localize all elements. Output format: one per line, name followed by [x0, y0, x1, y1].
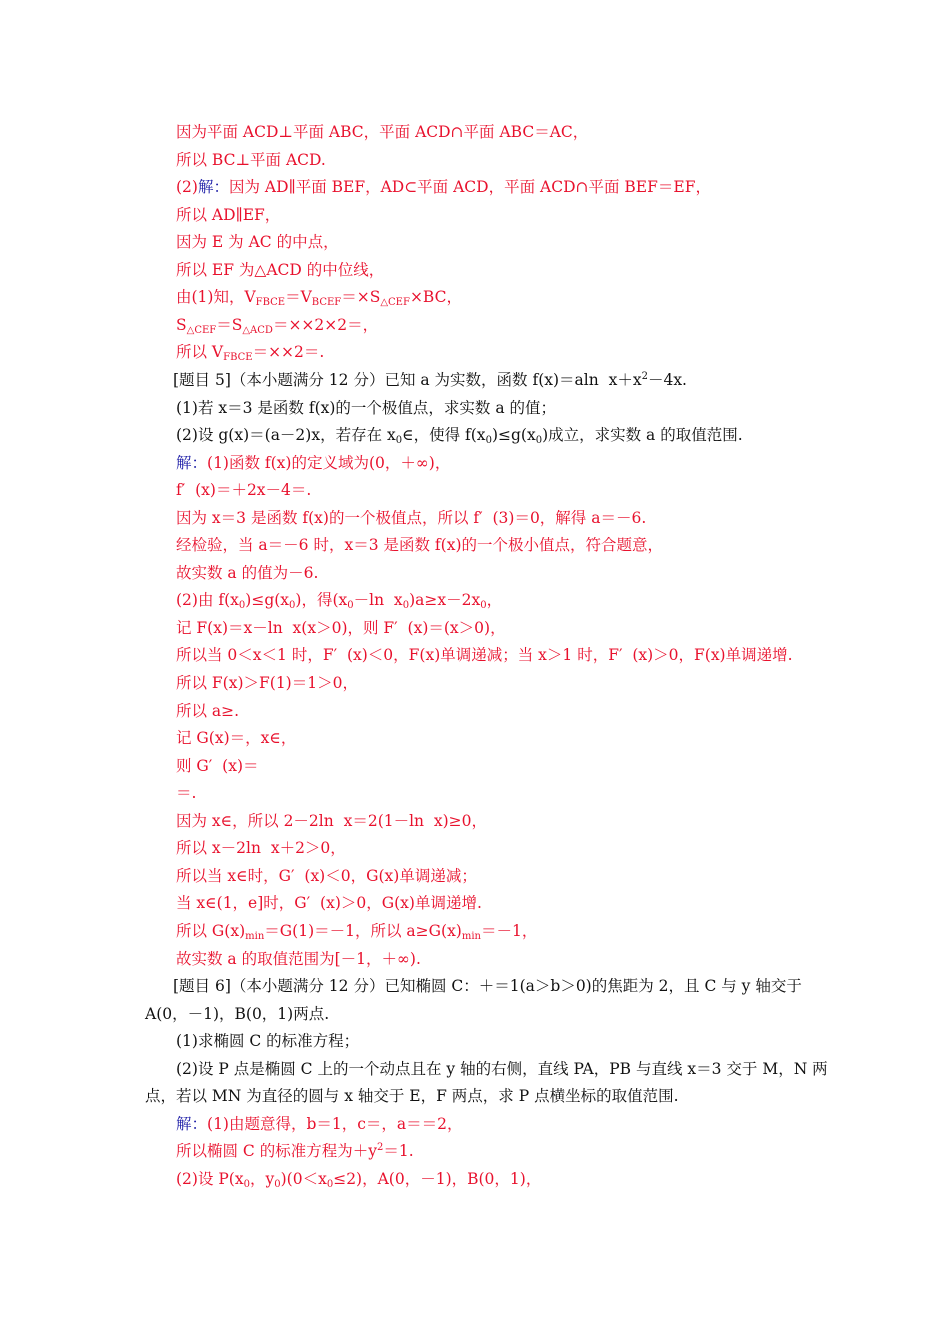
text-line — [176, 921, 537, 941]
text-segment: ＝V — [285, 288, 312, 307]
text-segment: 0 — [238, 600, 246, 612]
text-line — [176, 838, 346, 858]
text-segment: 记 G(x)＝，x∈， — [176, 729, 297, 748]
text-segment: 故实数 a 的值为－6. — [176, 563, 319, 582]
text-segment: 0 — [347, 600, 354, 612]
text-segment: ， — [486, 591, 503, 610]
text-line — [176, 342, 324, 362]
text-segment: ＝××2＝. — [252, 343, 325, 362]
text-line — [176, 893, 482, 913]
text-segment: ，y — [249, 1169, 275, 1188]
text-segment: 所以 BC⊥平面 ACD. — [176, 150, 326, 169]
text-segment: 所以当 x∈时，G′ (x)＜0，G(x)单调递减； — [176, 866, 477, 885]
text-line — [176, 563, 318, 583]
text-segment: ＝S — [216, 315, 243, 334]
text-segment: f′ (x)＝＋2x－4＝. — [176, 481, 312, 500]
text-line — [176, 756, 259, 776]
text-segment: －4x. — [647, 370, 687, 389]
text-segment: (2)设 P 点是椭圆 C 上的一个动点且在 y 轴的右侧，直线 PA，PB 与直线 x＝3 交于 M，N 两 — [176, 1059, 828, 1078]
text-segment: 0 — [402, 600, 410, 612]
text-segment: )成立，求实数 a 的取值范围. — [542, 426, 743, 445]
text-segment: 0 — [480, 600, 487, 612]
text-segment: (2)设 P(x — [176, 1169, 244, 1188]
text-segment: )≤g(x — [491, 426, 536, 445]
text-segment: S — [176, 315, 187, 334]
text-line — [145, 1086, 679, 1106]
text-segment: )a≥x－2x — [409, 591, 481, 610]
text-segment: ＝1. — [383, 1142, 414, 1161]
text-line — [176, 1114, 463, 1134]
text-line — [176, 1059, 828, 1079]
text-segment: 经检验，当 a＝－6 时，x＝3 是函数 f(x)的一个极小值点，符合题意， — [176, 536, 663, 555]
text-segment: ∈，使得 f(x — [402, 426, 486, 445]
text-segment: ＝×S — [341, 288, 381, 307]
text-segment: 因为 x∈，所以 2－2ln x＝2(1－ln x)≥0， — [176, 811, 488, 830]
text-segment: 所以 V — [176, 343, 224, 362]
text-line — [176, 398, 556, 418]
text-segment: A(0，－1)，B(0，1)两点. — [145, 1004, 330, 1023]
text-segment: 所以 EF 为△ACD 的中位线， — [176, 260, 385, 279]
text-segment: (2)由 f(x — [176, 591, 239, 610]
text-segment: 解： — [176, 1114, 208, 1133]
text-line — [173, 370, 687, 390]
text-segment: 所以椭圆 C 的标准方程为＋y — [176, 1142, 377, 1161]
text-line — [176, 315, 378, 335]
text-segment: (2) — [176, 178, 198, 197]
text-line — [176, 535, 663, 555]
text-line — [176, 453, 450, 473]
text-line — [145, 1004, 329, 1024]
text-segment: 则 G′ (x)＝ — [176, 756, 259, 775]
text-segment: (1)由题意得，b＝1，c＝，a＝＝2， — [207, 1114, 463, 1133]
text-segment: 所以 F(x)＞F(1)＝1＞0， — [176, 674, 358, 692]
text-line — [176, 701, 239, 721]
text-segment: (1)求椭圆 C 的标准方程； — [176, 1032, 360, 1051]
text-line — [176, 150, 326, 170]
text-line — [176, 508, 646, 528]
text-line — [176, 866, 477, 886]
text-segment: △CEF — [380, 297, 410, 309]
text-segment: 0 — [289, 600, 296, 612]
text-segment: ＝. — [176, 784, 197, 803]
text-segment: 所以 AD∥EF， — [176, 205, 281, 224]
text-segment: ≤2)，A(0，－1)，B(0，1)， — [333, 1169, 542, 1188]
text-line — [176, 590, 502, 610]
text-segment: △ACD — [242, 324, 273, 336]
text-line — [176, 232, 339, 252]
text-segment: 0 — [243, 1178, 250, 1190]
text-segment: (2)设 g(x)＝(a－2)x，若存在 x — [176, 426, 396, 445]
text-segment: 0 — [326, 1178, 334, 1190]
text-segment: 0 — [485, 435, 492, 447]
text-segment: )，得(x — [295, 591, 348, 610]
text-line — [176, 425, 743, 445]
text-segment: ×BC， — [409, 288, 462, 307]
text-line — [176, 287, 462, 307]
text-line — [176, 811, 487, 831]
text-segment: 点，若以 MN 为直径的圆与 x 轴交于 E，F 两点，求 P 点横坐标的取值范围. — [145, 1087, 679, 1106]
text-segment: 0 — [274, 1178, 281, 1190]
text-line — [176, 480, 311, 500]
text-segment: 因为 x＝3 是函数 f(x)的一个极值点，所以 f′ (3)＝0，解得 a＝－6. — [176, 508, 647, 527]
text-segment: 解： — [197, 178, 229, 197]
text-line — [176, 1031, 359, 1051]
text-line — [176, 949, 421, 969]
text-segment: FBCE — [255, 297, 286, 309]
text-line — [176, 177, 711, 197]
text-segment: ＝G(1)＝－1，所以 a≥G(x) — [264, 921, 462, 940]
text-segment: 2 — [376, 1142, 384, 1154]
text-segment: 因为 E 为 AC 的中点， — [176, 233, 339, 252]
text-segment: 所以 a≥. — [176, 701, 240, 720]
text-segment: )≤g(x — [245, 591, 290, 610]
text-segment: 因为 AD∥平面 BEF，AD⊂平面 ACD，平面 ACD∩平面 BEF＝EF， — [228, 178, 711, 197]
text-line — [176, 728, 296, 748]
text-segment: 2 — [641, 370, 648, 382]
text-segment: )(0＜x — [280, 1169, 327, 1188]
text-segment: BCEF — [311, 297, 342, 309]
text-segment: 0 — [395, 435, 403, 447]
text-line — [176, 645, 793, 665]
text-segment: 当 x∈(1，e]时，G′ (x)＞0，G(x)单调递增. — [176, 894, 482, 913]
text-segment: ＝××2×2＝， — [272, 315, 379, 334]
text-line — [176, 122, 588, 142]
text-line — [176, 260, 384, 280]
text-line — [173, 976, 802, 996]
text-line — [176, 618, 506, 638]
text-line — [176, 783, 196, 803]
text-segment: 所以 x－2ln x＋2＞0， — [176, 839, 346, 858]
text-segment: 0 — [535, 435, 543, 447]
text-line — [176, 1169, 541, 1189]
text-line — [176, 205, 280, 225]
text-segment: FBCE — [223, 352, 253, 364]
text-segment: (1)若 x＝3 是函数 f(x)的一个极值点，求实数 a 的值； — [176, 398, 557, 417]
text-line — [176, 1141, 414, 1161]
text-segment: (1)函数 f(x)的定义域为(0，＋∞)， — [207, 453, 451, 472]
text-segment: △CEF — [186, 324, 217, 336]
text-segment: min — [461, 930, 481, 942]
text-segment: [题目 5]（本小题满分 12 分）已知 a 为实数，函数 f(x)＝aln x＋x — [173, 370, 642, 389]
text-segment: ＝－1， — [480, 921, 538, 940]
text-line — [176, 673, 358, 693]
text-segment: 因为平面 ACD⊥平面 ABC，平面 ACD∩平面 ABC＝AC， — [176, 123, 589, 141]
text-segment: 所以当 0＜x＜1 时，F′ (x)＜0，F(x)单调递减；当 x＞1 时，F′ (x)＞0，F(x)单调递增. — [176, 646, 793, 665]
text-segment: 故实数 a 的取值范围为[－1，＋∞). — [176, 949, 421, 968]
text-segment: －ln x — [353, 591, 403, 610]
text-segment: min — [245, 930, 265, 942]
text-segment: 由(1)知，V — [176, 288, 256, 307]
text-segment: 解： — [176, 453, 208, 472]
text-segment: 记 F(x)＝x－ln x(x＞0)，则 F′ (x)＝(x＞0)， — [176, 618, 506, 637]
text-segment: 所以 G(x) — [176, 921, 246, 940]
text-segment: [题目 6]（本小题满分 12 分）已知椭圆 C：＋＝1(a＞b＞0)的焦距为 2，且 C 与 y 轴交于 — [173, 977, 802, 996]
